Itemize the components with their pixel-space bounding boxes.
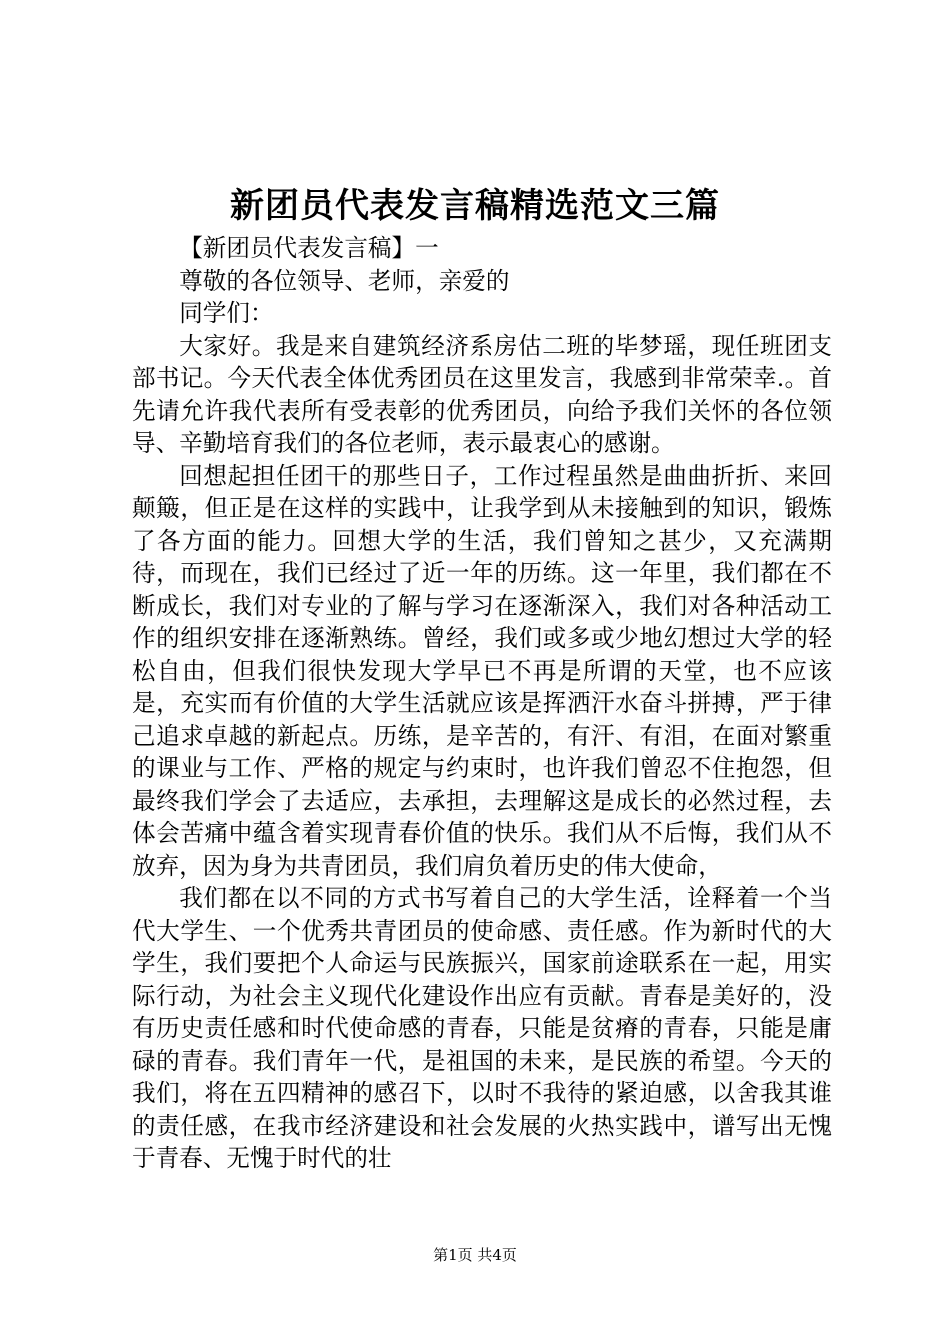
document-body — [132, 232, 832, 1175]
page-title: 新团员代表发言稿精选范文三篇 — [230, 186, 720, 226]
page-footer: 第1页 共4页 — [433, 1246, 517, 1264]
salutation-line: 同学们： — [179, 299, 274, 327]
salutation-line: 尊敬的各位领导、老师，亲爱的 — [179, 266, 510, 295]
paragraph: 我们都在以不同的方式书写着自己的大学生活，诠释着一个当代大学生、一个优秀共青团员的使命感、责任感。作为新时代的大学生，我们要把个人命运与民族振兴，国家前途联系在一起，用实际行动，为社会主义现代化建设作出应有贡献。青春是美好的，没有历史责任感和时代使命感的青春，只能是贫瘠的青春，只能是庸碌的青春。我们青年一代，是祖国的未来，是民族的希望。今天的我们，将在五四精神的感召下，以时不我待的紧迫感，以舍我其谁的责任感，在我市经济建设和社会发展的火热实践中，谱写出无愧于青春、无愧于时代的壮 — [132, 884, 832, 1172]
paragraph: 大家好。我是来自建筑经济系房估二班的毕梦瑶，现任班团支部书记。今天代表全体优秀团员在这里发言，我感到非常荣幸.。首先请允许我代表所有受表彰的优秀团员，向给予我们关怀的各位领导、辛勤培育我们的各位老师，表示最衷心的感谢。 — [132, 331, 832, 457]
paragraph: 回想起担任团干的那些日子，工作过程虽然是曲曲折折、来回颠簸，但正是在这样的实践中，让我学到从未接触到的知识，锻炼了各方面的能力。回想大学的生活，我们曾知之甚少，又充满期待，而现在，我们已经过了近一年的历练。这一年里，我们都在不断成长，我们对专业的了解与学习在逐渐深入，我们对各种活动工作的组织安排在逐渐熟练。曾经，我们或多或少地幻想过大学的轻松自由，但我们很快发现大学早已不再是所谓的天堂，也不应该是，充实而有价值的大学生活就应该是挥洒汗水奋斗拼搏，严于律己追求卓越的新起点。历练，是辛苦的，有汗、有泪，在面对繁重的课业与工作、严格的规定与约束时，也许我们曾忍不住抱怨，但最终我们学会了去适应，去承担，去理解这是成长的必然过程，去体会苦痛中蕴含着实现青春价值的快乐。我们从不后悔，我们从不放弃，因为身为共青团员，我们肩负着历史的伟大使命， — [132, 461, 832, 880]
section-heading: 【新团员代表发言稿】一 — [179, 234, 439, 262]
